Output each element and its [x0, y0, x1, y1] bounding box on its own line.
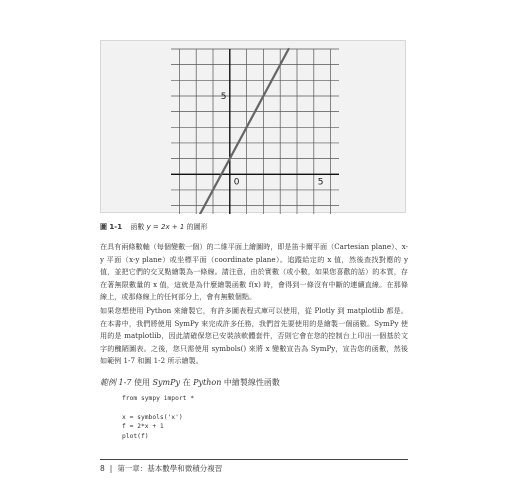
- chapter-title: 第一章：基本數學和微積分複習: [117, 464, 223, 473]
- x-tick-label: 0: [233, 177, 240, 188]
- paragraph-cartesian-plane: 在具有兩條數軸（每個變數一個）的二維平面上繪圖時，即是笛卡爾平面（Cartesian plane）、x-y 平面（x-y plane）或坐標平面（coordinate plane）。追蹤給定的 x 值，然後查找對應的 y 值，並把它們的交叉點繪製為一條線。請注意，由於實數（或小數，如果您喜歡的話）的本質，存在著無限數量的 x 值，這就是為什麼繪製函數 f(x) 時，會得到一條沒有中斷的連續直線。在那條線上，或那條線上的任何部分上，會有無數個點。: [100, 242, 408, 302]
- example-title-mid: 在: [182, 378, 191, 387]
- example-title-suffix: 中繪製線性函數: [223, 378, 280, 387]
- figure-1-1: [100, 40, 406, 213]
- figure-caption: [100, 222, 208, 232]
- example-title: [100, 377, 280, 388]
- example-label: 範例 1-7: [100, 378, 132, 387]
- example-title-prefix: 使用: [133, 378, 150, 387]
- function-plot: [101, 41, 407, 214]
- example-title-python: Python: [193, 378, 222, 387]
- footer-divider: [100, 459, 408, 460]
- x-tick-label: 5: [317, 177, 324, 188]
- footer-separator: |: [109, 464, 113, 473]
- paragraph-sympy-plotting: 如果您想使用 Python 來繪製它，有許多圖表程式庫可以使用，從 Plotly 到 matplotlib 都是。在本書中，我們將使用 SymPy 來完成許多任務，我們首先要使用的是繪製一個函數。SymPy 使用的是 matplotlib，因此請確保您已安裝該軟體套件，否則它會在您的控制台上印出一個基於文字的醜陋圖表。之後，您只需使用 symbols() 來將 x 變數宣告為 SymPy，宣告您的函數，然後如範例 1-7 和圖 1-2 所示繪製。: [100, 306, 408, 366]
- y-tick-label: 5: [220, 91, 227, 102]
- code-listing: from sympy import * x = symbols('x') f = 2*x + 1 plot(f): [122, 395, 195, 440]
- caption-text: 函數: [130, 223, 145, 231]
- caption-equation: y = 2x + 1: [146, 223, 185, 231]
- caption-number: 圖 1-1: [100, 223, 123, 231]
- page-footer: [100, 463, 222, 474]
- caption-suffix: 的圖形: [186, 223, 208, 231]
- page-number: 8: [100, 464, 105, 473]
- example-title-sympy: SymPy: [152, 378, 181, 387]
